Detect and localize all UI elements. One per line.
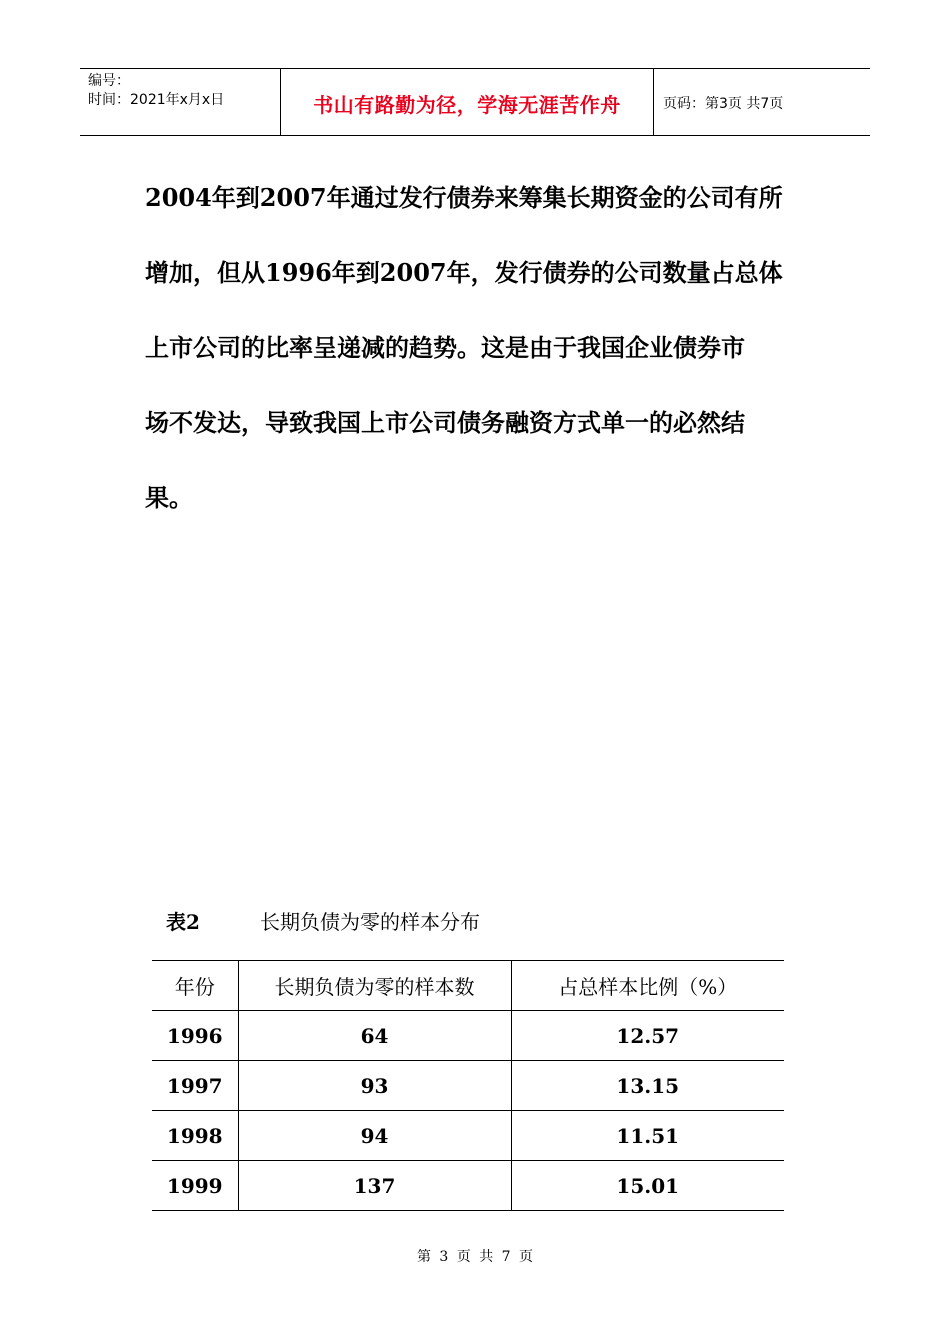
paragraph-line: 场不发达，导致我国上市公司债务融资方式单一的必然结 xyxy=(145,408,745,437)
cell-ratio: 12.57 xyxy=(511,1011,784,1061)
cell-count: 64 xyxy=(238,1011,511,1061)
table-row xyxy=(152,1011,784,1061)
header-meta xyxy=(80,69,281,135)
table-row xyxy=(152,1061,784,1111)
body-paragraph xyxy=(145,160,815,535)
cell-count: 94 xyxy=(238,1111,511,1161)
header-year: 年份 xyxy=(152,961,238,1011)
table-number: 表2 xyxy=(166,910,200,934)
cell-ratio: 13.15 xyxy=(511,1061,784,1111)
cell-year: 1996 xyxy=(152,1011,238,1061)
cell-year: 1998 xyxy=(152,1111,238,1161)
header-motto: 书山有路勤为径，学海无涯苦作舟 xyxy=(281,69,654,135)
header-page-info: 页码：第3页 共7页 xyxy=(663,96,784,112)
paragraph-line: 增加，但从1996年到2007年，发行债券的公司数量占总体 xyxy=(145,258,783,287)
header-sample-count: 长期负债为零的样本数 xyxy=(238,961,511,1011)
paragraph-line: 果。 xyxy=(145,483,193,512)
cell-count: 93 xyxy=(238,1061,511,1111)
paragraph-line: 上市公司的比率呈递减的趋势。这是由于我国企业债券市 xyxy=(145,333,745,362)
time-label: 时间：2021年x月x日 xyxy=(88,92,225,108)
cell-year: 1997 xyxy=(152,1061,238,1111)
page-header xyxy=(80,68,870,136)
header-ratio: 占总样本比例（%） xyxy=(511,961,784,1011)
page-footer: 第 3 页 共 7 页 xyxy=(416,1249,534,1265)
cell-ratio: 15.01 xyxy=(511,1161,784,1211)
cell-ratio: 11.51 xyxy=(511,1111,784,1161)
cell-year: 1999 xyxy=(152,1161,238,1211)
paragraph-line: 2004年到2007年通过发行债券来筹集长期资金的公司有所 xyxy=(145,183,783,212)
table-title: 长期负债为零的样本分布 xyxy=(260,910,480,934)
table-row xyxy=(152,1111,784,1161)
cell-count: 137 xyxy=(238,1161,511,1211)
table-header-row xyxy=(152,961,784,1011)
sample-distribution-table xyxy=(152,960,784,1211)
table-caption xyxy=(166,906,480,935)
table-row xyxy=(152,1161,784,1211)
number-label: 编号： xyxy=(88,73,130,89)
